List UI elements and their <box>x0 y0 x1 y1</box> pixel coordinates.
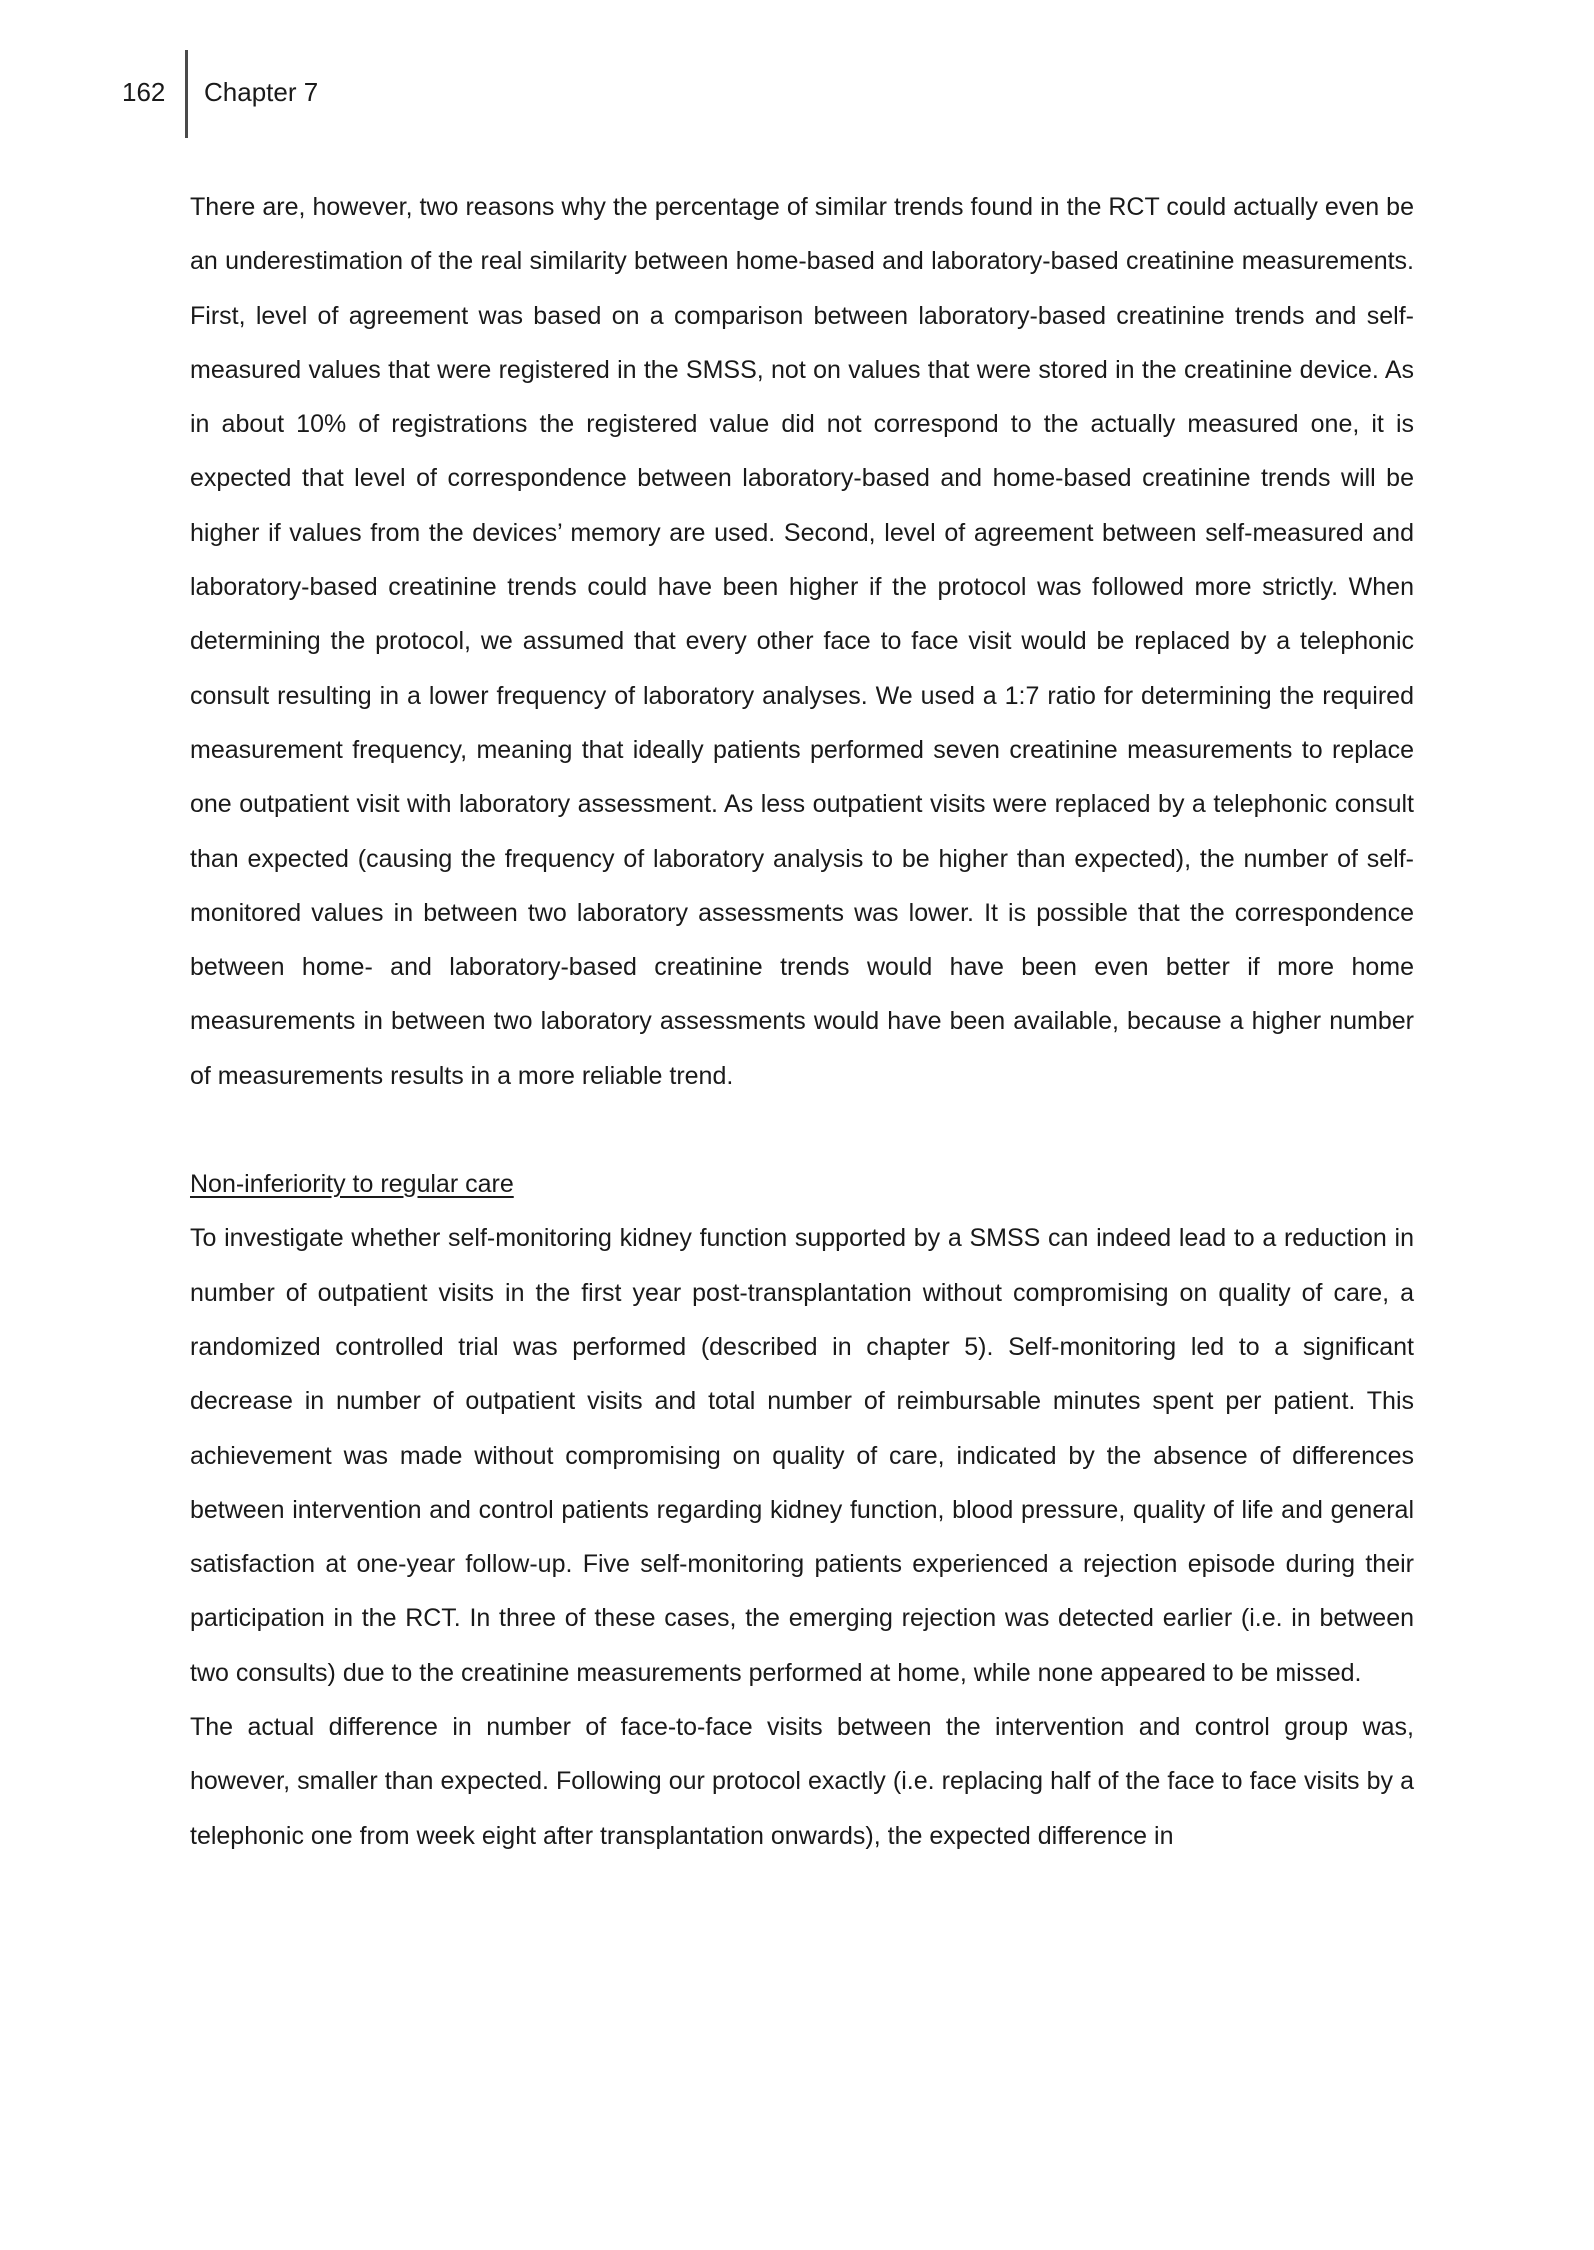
paragraph-reliability-underestimation: There are, however, two reasons why the percentage of similar trends found in the RCT could actually even be an underestimation of the real similarity between home-based and laboratory-based creatinine measurements. First, level of agreement was based on a comparison between laboratory-based creatinine trends and self-measured values that were registered in the SMSS, not on values that were stored in the creatinine device. As in about 10% of registrations the registered value did not correspond to the actually measured one, it is expected that level of correspondence between laboratory-based and home-based creatinine trends will be higher if values from the devices’ memory are used. Second, level of agreement between self-measured and laboratory-based creatinine trends could have been higher if the protocol was followed more strictly. When determining the protocol, we assumed that every other face to face visit would be replaced by a telephonic consult resulting in a lower frequency of laboratory analyses. We used a 1:7 ratio for determining the required measurement frequency, meaning that ideally patients performed seven creatinine measurements to replace one outpatient visit with laboratory assessment. As less outpatient visits were replaced by a telephonic consult than expected (causing the frequency of laboratory analysis to be higher than expected), the number of self-monitored values in between two laboratory assessments was lower. It is possible that the correspondence between home- and laboratory-based creatinine trends would have been even better if more home measurements in between two laboratory assessments would have been available, because a higher number of measurements results in a more reliable trend. <box>190 193 1414 1090</box>
page-header <box>0 50 600 138</box>
paragraph-visit-difference: The actual difference in number of face-to-face visits between the intervention and control group was, however, smaller than expected. Following our protocol exactly (i.e. replacing half of the face to face visits by a telephonic one from week eight after transplantation onwards), the expected difference in <box>190 1713 1414 1850</box>
paragraph-rct-outcomes: To investigate whether self-monitoring kidney function supported by a SMSS can indeed lead to a reduction in number of outpatient visits in the first year post-transplantation without compromising on quality of care, a randomized controlled trial was performed (described in chapter 5). Self-monitoring led to a significant decrease in number of outpatient visits and total number of reimbursable minutes spent per patient. This achievement was made without compromising on quality of care, indicated by the absence of differences between intervention and control patients regarding kidney function, blood pressure, quality of life and general satisfaction at one-year follow-up. Five self-monitoring patients experienced a rejection episode during their participation in the RCT. In three of these cases, the emerging rejection was detected earlier (i.e. in between two consults) due to the creatinine measurements performed at home, while none appeared to be missed. <box>190 1224 1414 1687</box>
section-heading: Non-inferiority to regular care <box>190 1170 514 1199</box>
header-divider <box>185 50 188 138</box>
page-number: 162 <box>122 77 166 107</box>
body-text <box>190 180 1414 1863</box>
section-spacer <box>190 1103 1414 1157</box>
chapter-title: Chapter 7 <box>204 77 319 107</box>
